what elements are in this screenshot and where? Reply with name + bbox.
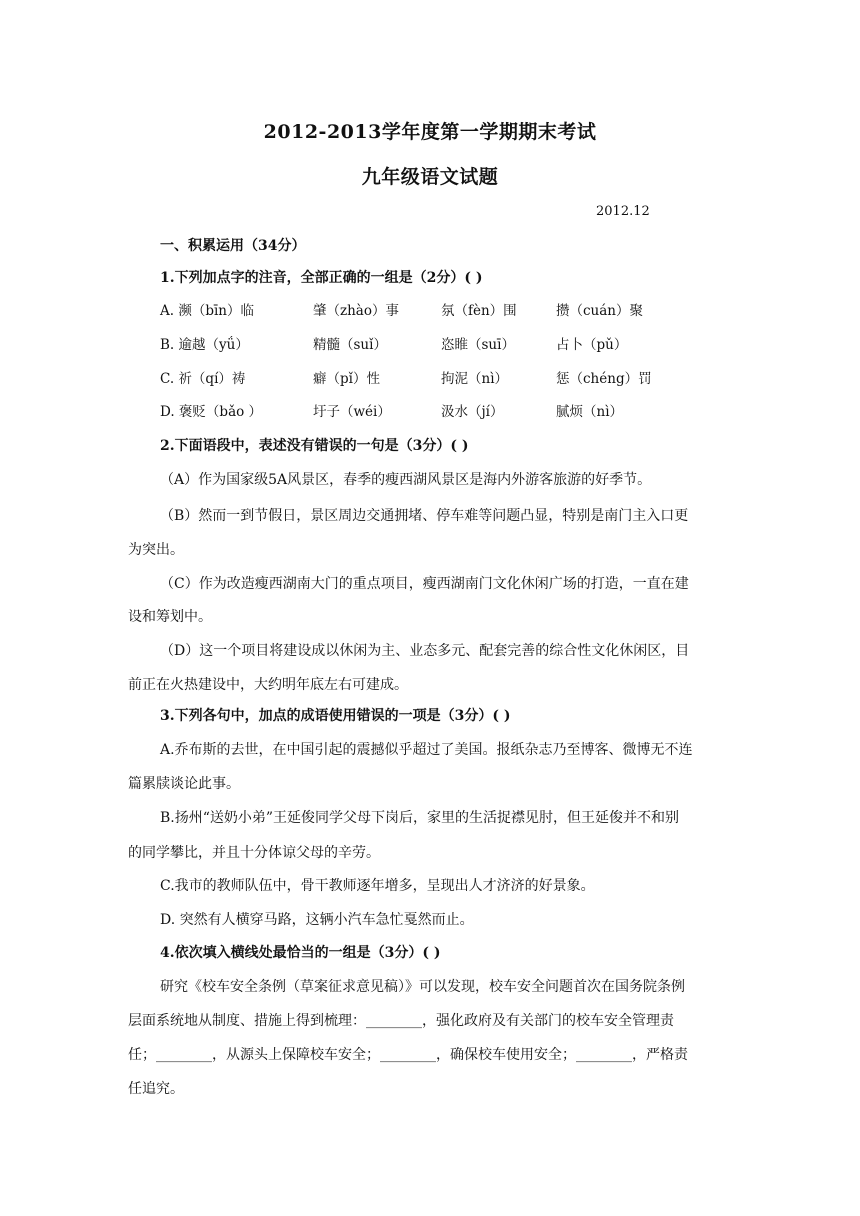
q3-option-a-line1: A.乔布斯的去世，在中国引起的震撼似乎超过了美国。报纸杂志乃至博客、微博无不连 [160, 742, 693, 758]
q1-option-d-1: D. 褒贬（bǎo ） [160, 404, 263, 420]
q3-option-c: C.我市的教师队伍中，骨干教师逐年增多，呈现出人才济济的好景象。 [160, 878, 595, 894]
q1-option-c-1: C. 祈（qí）祷 [160, 371, 246, 387]
q1-option-b-1: B. 逾越（yǘ） [160, 337, 249, 353]
q2-sentence-d-line1: （D）这一个项目将建设成以休闲为主、业态多元、配套完善的综合性文化休闲区，目 [160, 643, 690, 659]
question-2-stem: 2.下面语段中，表述没有错误的一句是（3分）( ) [160, 438, 469, 454]
q2-sentence-c-line2: 设和筹划中。 [128, 609, 212, 625]
q1-option-b-3: 恣睢（suī） [441, 337, 515, 353]
exam-title: 2012-2013学年度第一学期期末考试 [263, 121, 597, 143]
q1-option-c-4: 惩（chéng）罚 [556, 371, 652, 387]
q4-passage-line4: 任追究。 [128, 1081, 184, 1097]
q3-option-a-line2: 篇累牍谈论此事。 [128, 776, 240, 792]
q1-option-d-2: 圩子（wéi） [313, 404, 391, 420]
q1-option-c-2: 癖（pǐ）性 [313, 371, 380, 387]
q1-option-b-4: 占卜（pǔ） [556, 337, 628, 353]
q2-sentence-b-line2: 为突出。 [128, 542, 184, 558]
q2-sentence-c-line1: （C）作为改造瘦西湖南大门的重点项目，瘦西湖南门文化休闲广场的打造，一直在建 [160, 576, 689, 592]
q1-option-d-3: 汲水（jí） [441, 404, 504, 420]
q3-option-d: D. 突然有人横穿马路，这辆小汽车急忙戛然而止。 [160, 912, 474, 928]
q3-option-b-line2: 的同学攀比，并且十分体谅父母的辛劳。 [128, 845, 380, 861]
q1-option-a-1: A. 濒（bīn）临 [160, 303, 254, 319]
exam-subtitle: 九年级语文试题 [361, 166, 499, 188]
q4-passage-line2: 层面系统地从制度、措施上得到梳理：________，强化政府及有关部门的校车安全管理责 [128, 1013, 674, 1029]
q1-option-a-4: 攒（cuán）聚 [556, 303, 643, 319]
section-heading: 一、积累运用（34分） [160, 238, 306, 254]
question-1-stem: 1.下列加点字的注音，全部正确的一组是（2分）( ) [160, 270, 483, 286]
q1-option-a-2: 肇（zhào）事 [313, 303, 399, 319]
exam-date: 2012.12 [596, 204, 650, 219]
q3-option-b-line1: B.扬州“送奶小弟”王延俊同学父母下岗后，家里的生活捉襟见肘，但王延俊并不和别 [160, 810, 680, 826]
q1-option-b-2: 精髓（suǐ） [313, 337, 387, 353]
q1-option-d-4: 腻烦（nì） [556, 404, 624, 420]
question-4-stem: 4.依次填入横线处最恰当的一组是（3分）( ) [160, 945, 441, 961]
q2-sentence-d-line2: 前正在火热建设中，大约明年底左右可建成。 [128, 677, 408, 693]
q1-option-a-3: 氛（fèn）围 [441, 303, 517, 319]
q4-passage-line3: 任；________，从源头上保障校车安全；________，确保校车使用安全；________，严格责 [128, 1047, 688, 1063]
q2-sentence-b-line1: （B）然而一到节假日，景区周边交通拥堵、停车难等问题凸显，特别是南门主入口更 [160, 508, 689, 524]
q1-option-c-3: 拘泥（nì） [441, 371, 509, 387]
q4-passage-line1: 研究《校车安全条例（草案征求意见稿）》可以发现，校车安全问题首次在国务院条例 [160, 979, 685, 995]
q2-sentence-a: （A）作为国家级5A风景区，春季的瘦西湖风景区是海内外游客旅游的好季节。 [160, 472, 652, 488]
question-3-stem: 3.下列各句中，加点的成语使用错误的一项是（3分）( ) [160, 708, 511, 724]
